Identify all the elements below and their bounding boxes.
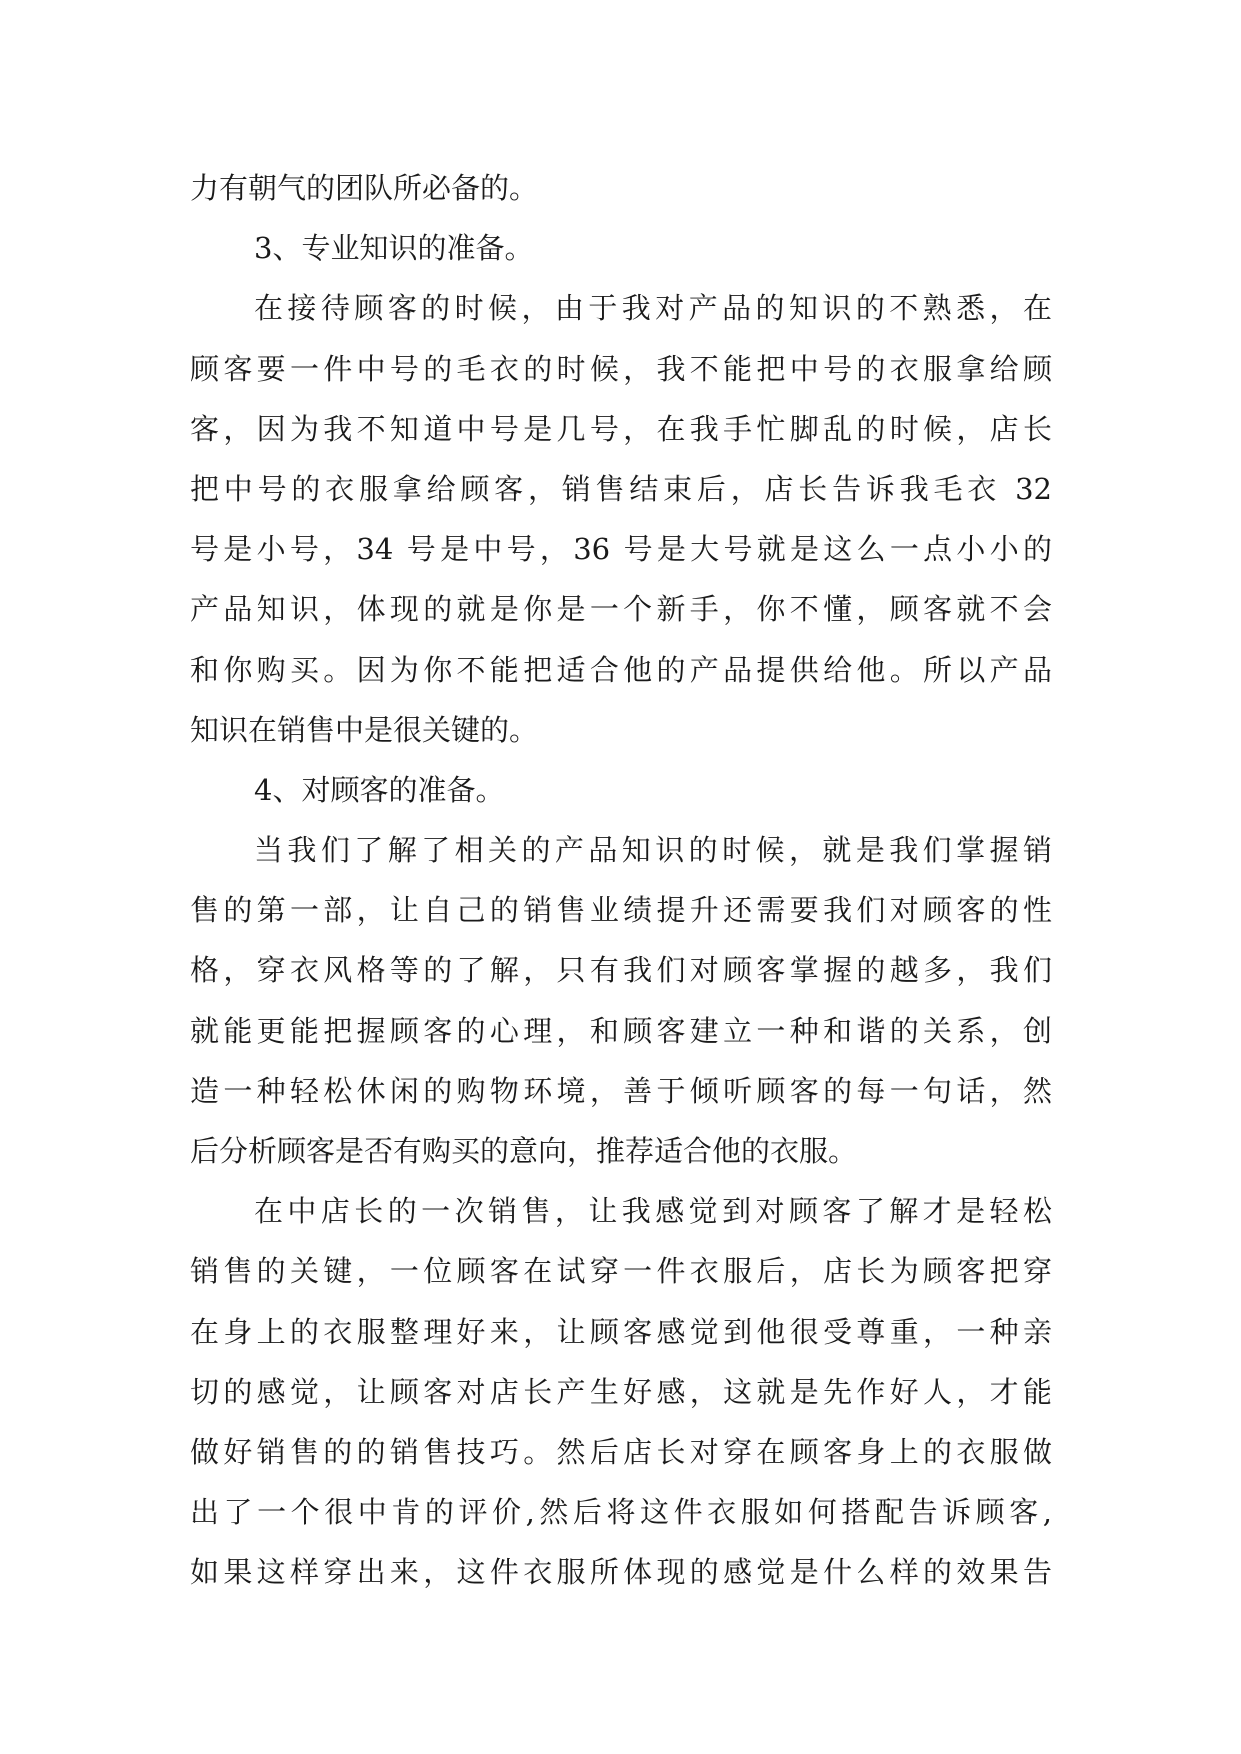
text-line: 切的感觉，让顾客对店长产生好感，这就是先作好人，才能 <box>190 1374 1052 1409</box>
text-line: 售的第一部，让自己的销售业绩提升还需要我们对顾客的性 <box>190 893 1052 928</box>
text-line: 如果这样穿出来，这件衣服所体现的感觉是什么样的效果告 <box>190 1555 1052 1590</box>
text-line: 把中号的衣服拿给顾客，销售结束后，店长告诉我毛衣 32 <box>190 471 1052 506</box>
text-line: 当我们了解了相关的产品知识的时候，就是我们掌握销 <box>254 833 1052 868</box>
text-line: 出了一个很中肯的评价,然后将这件衣服如何搭配告诉顾客, <box>190 1495 1052 1530</box>
text-line: 知识在销售中是很关键的。 <box>190 712 539 747</box>
text-line: 造一种轻松休闲的购物环境，善于倾听顾客的每一句话，然 <box>190 1073 1052 1108</box>
text-line: 在接待顾客的时候，由于我对产品的知识的不熟悉，在 <box>254 291 1052 326</box>
text-line: 就能更能把握顾客的心理，和顾客建立一种和谐的关系，创 <box>190 1013 1052 1048</box>
text-line: 产品知识，体现的就是你是一个新手，你不懂，顾客就不会 <box>190 592 1052 627</box>
text-line: 顾客要一件中号的毛衣的时候，我不能把中号的衣服拿给顾 <box>190 351 1052 386</box>
text-line: 在身上的衣服整理好来，让顾客感觉到他很受尊重，一种亲 <box>190 1314 1052 1349</box>
text-line: 力有朝气的团队所必备的。 <box>190 171 539 205</box>
section-heading: 4、对顾客的准备。 <box>254 772 505 807</box>
section-heading: 3、专业知识的准备。 <box>254 231 534 266</box>
text-line: 销售的关键，一位顾客在试穿一件衣服后，店长为顾客把穿 <box>190 1254 1052 1289</box>
text-line: 格，穿衣风格等的了解，只有我们对顾客掌握的越多，我们 <box>190 953 1052 988</box>
text-line: 做好销售的的销售技巧。然后店长对穿在顾客身上的衣服做 <box>190 1434 1052 1469</box>
text-line: 客，因为我不知道中号是几号，在我手忙脚乱的时候，店长 <box>190 411 1052 446</box>
text-line: 号是小号，34 号是中号，36 号是大号就是这么一点小小的 <box>190 532 1052 567</box>
body-text <box>190 158 1052 1603</box>
text-line: 和你购买。因为你不能把适合他的产品提供给他。所以产品 <box>190 652 1052 687</box>
text-line: 在中店长的一次销售，让我感觉到对顾客了解才是轻松 <box>254 1194 1052 1229</box>
text-line: 后分析顾客是否有购买的意向，推荐适合他的衣服。 <box>190 1134 858 1168</box>
